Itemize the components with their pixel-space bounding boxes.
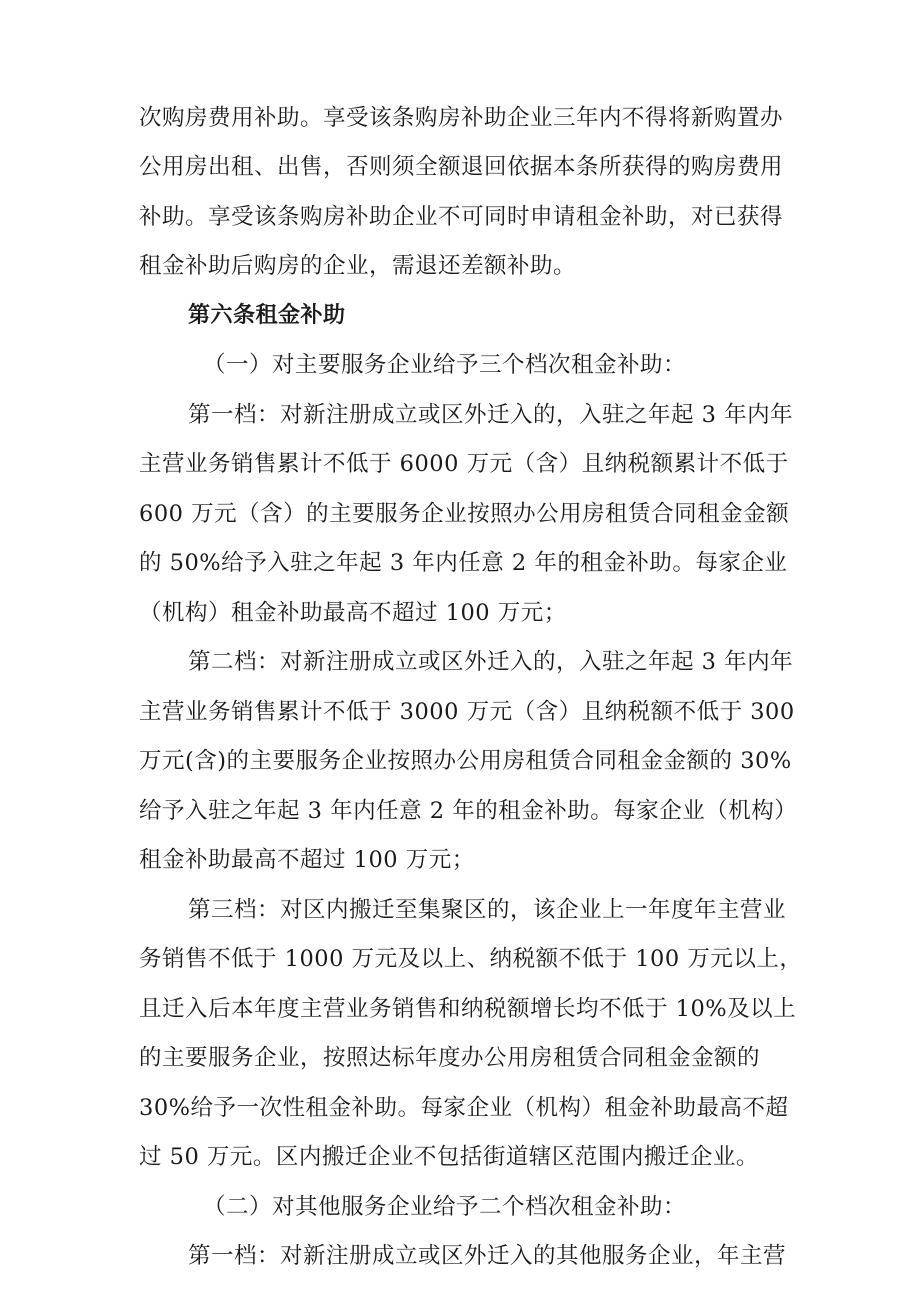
body-text-line: 主营业务销售累计不低于 6000 万元（含）且纳税额累计不低于 <box>139 451 789 477</box>
body-text-line: 30%给予一次性租金补助。每家企业（机构）租金补助最高不超 <box>139 1095 789 1121</box>
body-text-line: 第三档：对区内搬迁至集聚区的，该企业上一年度年主营业 <box>188 897 787 923</box>
body-text-line: 租金补助最高不超过 100 万元； <box>139 847 475 873</box>
body-text-line: 租金补助后购房的企业，需退还差额补助。 <box>139 253 577 279</box>
body-text-line: 次购房费用补助。享受该条购房补助企业三年内不得将新购置办 <box>139 105 784 131</box>
body-text-line: 且迁入后本年度主营业务销售和纳税额增长均不低于 10%及以上 <box>139 996 797 1022</box>
body-text-line: 第一档：对新注册成立或区外迁入的其他服务企业，年主营 <box>188 1243 787 1269</box>
body-text-line: 万元(含)的主要服务企业按照办公用房租赁合同租金金额的 30% <box>139 748 792 774</box>
body-text-line: 600 万元（含）的主要服务企业按照办公用房租赁合同租金金额 <box>139 501 790 527</box>
body-text-line: 第一档：对新注册成立或区外迁入的，入驻之年起 3 年内年 <box>188 402 794 428</box>
body-text-line: 的主要服务企业，按照达标年度办公用房租赁合同租金金额的 <box>139 1045 761 1071</box>
subsection-heading: （二）对其他服务企业给予二个档次租金补助： <box>203 1194 687 1220</box>
body-text-line: （机构）租金补助最高不超过 100 万元； <box>139 600 567 626</box>
body-text-line: 公用房出租、出售，否则须全额退回依据本条所获得的购房费用 <box>139 154 784 180</box>
body-text-line: 主营业务销售累计不低于 3000 万元（含）且纳税额不低于 300 <box>139 699 795 725</box>
body-text-line: 过 50 万元。区内搬迁企业不包括街道辖区范围内搬迁企业。 <box>139 1144 759 1170</box>
body-text-line: 务销售不低于 1000 万元及以上、纳税额不低于 100 万元以上， <box>139 946 803 972</box>
body-text-line: 给予入驻之年起 3 年内任意 2 年的租金补助。每家企业（机构） <box>139 798 798 824</box>
body-text-line: 补助。享受该条购房补助企业不可同时申请租金补助，对已获得 <box>139 204 784 230</box>
section-heading: 第六条租金补助 <box>188 303 346 328</box>
body-text-line: 第二档：对新注册成立或区外迁入的，入驻之年起 3 年内年 <box>188 649 794 675</box>
subsection-heading: （一）对主要服务企业给予三个档次租金补助： <box>203 352 687 378</box>
body-text-line: 的 50%给予入驻之年起 3 年内任意 2 年的租金补助。每家企业 <box>139 550 788 576</box>
